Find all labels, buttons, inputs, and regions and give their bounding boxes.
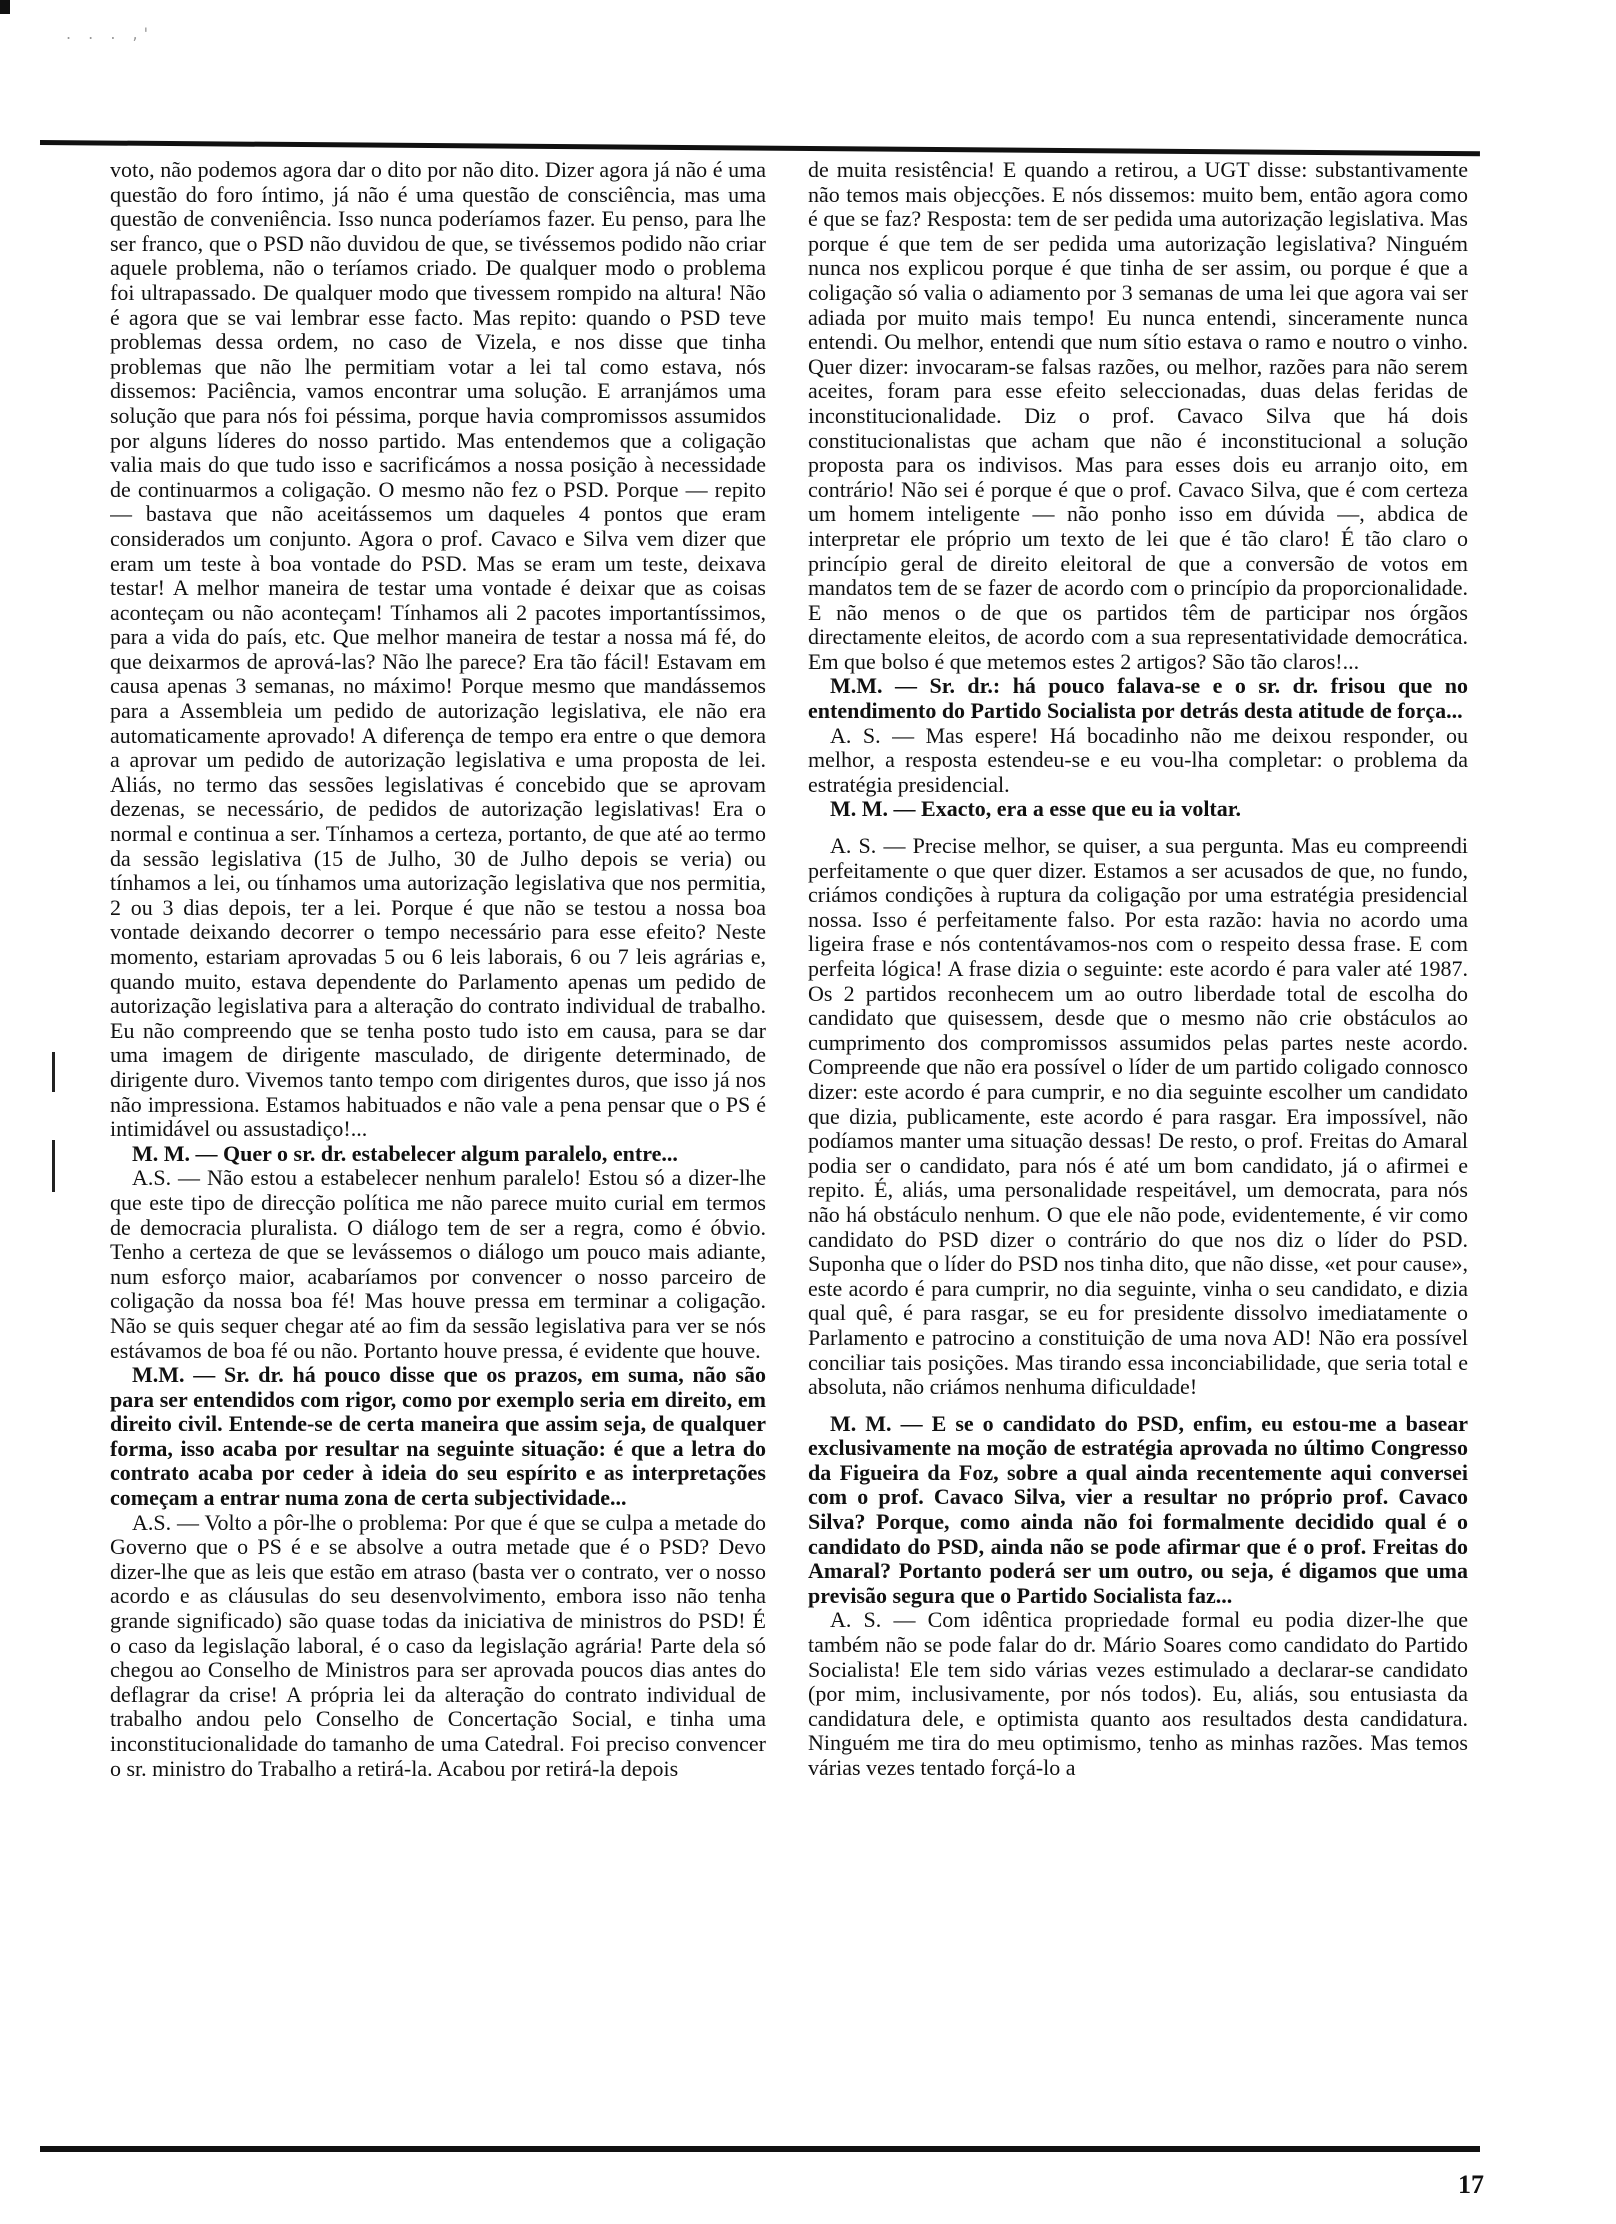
top-rule [40, 140, 1480, 156]
right-answer-3: A. S. — Com idêntica propriedade formal eu podia dizer-lhe que também não se pode falar do dr. Mário Soares como candidato do Partido Socialista! Ele tem sido várias vezes estimulado a declarar-se candidato (por mim, inclusivamente, por nós todos). Eu, aliás, sou entusiasta da candidatura dele, e optimista quanto aos resultados desta candidatura. Ninguém me tira do meu optimismo, tenho as minhas razões. Mas temos várias vezes tentado forçá-lo a [808, 1607, 1468, 1780]
page-number: 17 [1458, 2170, 1484, 2199]
margin-mark-upper [52, 1052, 55, 1092]
right-answer-2: A. S. — Precise melhor, se quiser, a sua pergunta. Mas eu compreendi perfeitamente o que quer dizer. Estamos a ser acusados de que, no fundo, criámos condições à ruptura da coligação por uma estratégia presidencial nossa. Isso é perfeitamente falso. Por esta razão: havia no acordo uma ligeira frase e nós contentávamos-nos com o respeito dessa frase. E com perfeita lógica! A frase dizia o seguinte: este acordo é para valer até 1987. Os 2 partidos reconhecem um ao outro liberdade total de escolha do candidato que quisessem, desde que o mesmo não crie obstáculos ao cumprimento dos compromissos assumidos pelas partes neste acordo. Compreende que não era possível o líder de um partido coligado connosco dizer: este acordo é para cumprir, e no dia seguinte escolher um candidato que dizia, publicamente, este acordo é para rasgar. Era impossível, não podíamos manter uma situação dessas! De resto, o prof. Freitas do Amaral podia ser o candidato, para nós é até um bom candidato, já o afirmei e repito. É, aliás, uma personalidade respeitável, um democrata, para nós não há obstáculo nenhum. O que ele não pode, evidentemente, é vir como candidato do PSD dizer o contrário do que nos diz o líder do PSD. Suponha que o líder do PSD nos tinha dito, que não disse, «et pour cause», este acordo é para cumprir, no dia seguinte, vinha o seu candidato, e dizia qual quê, é para rasgar, se eu for presidente dissolvo imediatamente o Parlamento e patrocino a constituição de uma nova AD! Não era possível conciliar tais posições. Mas tirando essa inconciabilidade, que seria total e absoluta, não criámos nenhuma dificuldade! [808, 833, 1468, 1400]
right-question-1: M.M. — Sr. dr.: há pouco falava-se e o sr. dr. frisou que no entendimento do Partido Socialista por detrás desta atitude de força... [808, 673, 1468, 724]
bottom-rule [40, 2146, 1480, 2152]
left-question-1: M. M. — Quer o sr. dr. estabelecer algum paralelo, entre... [132, 1140, 678, 1166]
right-question-3: M. M. — E se o candidato do PSD, enfim, eu estou-me a basear exclusivamente na moção de estratégia aprovada no último Congresso da Figueira da Foz, sobre a qual ainda recentemente aqui conversei com o prof. Cavaco Silva, vier a resultar no próprio prof. Cavaco Silva? Porque, como ainda não foi formalmente decidido qual é o candidato do PSD, ainda não se pode afirmar que é o prof. Freitas do Amaral? Portanto poderá ser um outro, ou seja, é digamos que uma previsão segura que o Partido Socialista faz... [808, 1410, 1468, 1608]
margin-mark-lower [52, 1140, 55, 1192]
scan-specks: . . . ,' [66, 24, 154, 43]
right-paragraph-1: de muita resistência! E quando a retirou, a UGT disse: substantivamente não temos mais objecções. E nós dissemos: muito bem, então agora como é que se faz? Resposta: tem de ser pedida uma autorização legislativa. Mas porque é que tem de ser pedida uma autorização legislativa? Ninguém nunca nos explicou porque é que tinha de ser assim, ou porque é que a coligação só valia o adiamento por 3 semanas de uma lei que agora vai ser adiada por muito mais tempo! Eu nunca entendi, sinceramente nunca entendi. Ou melhor, entendi que num sítio estava o ramo e noutro o vinho. Quer dizer: invocaram-se falsas razões, ou melhor, razões para não serem aceites, foram para esse efeito seleccionadas, duas delas feridas de inconstitucionalidade. Diz o prof. Cavaco Silva que há dois constitucionalistas que acham que não é inconstitucional a solução proposta para os indivisos. Mas para esses dois eu arranjo oito, em contrário! Não sei é porque é que o prof. Cavaco Silva, que é com certeza um homem inteligente — não ponho isso em dúvida —, abdica de interpretar ele próprio um texto de lei que é tão claro! É tão claro o princípio geral de direito eleitoral de que a conversão de votos em mandatos tem de se fazer de acordo com o princípio da proporcionalidade. E não menos o de que os partidos têm de participar nos órgãos directamente eleitos, de acordo com a sua representatividade democrática. Em que bolso é que metemos estes 2 artigos? São tão claros!... [808, 158, 1468, 674]
left-column [110, 158, 766, 2143]
right-answer-1: A. S. — Mas espere! Há bocadinho não me deixou responder, ou melhor, a resposta estendeu-se e eu vou-lha completar: o problema da estratégia presidencial. [808, 722, 1468, 797]
right-question-2: M. M. — Exacto, era a esse que eu ia voltar. [830, 796, 1242, 822]
right-column [808, 158, 1468, 2143]
left-answer-1: A.S. — Não estou a estabelecer nenhum paralelo! Estou só a dizer-lhe que este tipo de direcção política me não parece muito curial em termos de democracia pluralista. O diálogo tem de ser a regra, como é óbvio. Tenho a certeza de que se levássemos o diálogo um pouco mais adiante, num esforço maior, acabaríamos por convencer o nosso parceiro de coligação da nossa boa fé! Mas houve pressa em terminar a coligação. Não se quis sequer chegar até ao fim da sessão legislativa para ver se nós estávamos de boa fé ou não. Portanto houve pressa, é evidente que houve. [110, 1165, 766, 1363]
left-question-2: M.M. — Sr. dr. há pouco disse que os prazos, em suma, não são para ser entendidos com rigor, como por exemplo seria em direito, em direito civil. Entende-se de certa maneira que assim seja, de qualquer forma, isso acaba por resultar na seguinte situação: é que a letra do contrato acaba por ceder à ideia do seu espírito e as interpretações começam a entrar numa zona de certa subjectividade... [110, 1362, 766, 1511]
left-answer-2: A.S. — Volto a pôr-lhe o problema: Por que é que se culpa a metade do Governo que o PS é e se absolve a outra metade que é o PSD? Devo dizer-lhe que as leis que estão em atraso (basta ver o contrato, ver o nosso acordo e as cláusulas do seu desenvolvimento, embora isso não tenha grande significado) são quase todas da iniciativa de ministros do PSD! É o caso da legislação laboral, é o caso da legislação agrária! Parte dela só chegou ao Conselho de Ministros para ser aprovada poucos dias antes do deflagrar da crise! A própria lei da alteração do contrato individual de trabalho andou pelo Conselho de Concertação Social, e tinha uma inconstitucionalidade do tamanho de uma Catedral. Foi preciso convencer o sr. ministro do Trabalho a retirá-la. Acabou por retirá-la depois [110, 1509, 766, 1781]
scan-corner-mark [0, 0, 10, 14]
left-paragraph-1: voto, não podemos agora dar o dito por não dito. Dizer agora já não é uma questão do foro íntimo, já não é uma questão de consciência, mas uma questão de conveniência. Isso nunca poderíamos fazer. Eu penso, para lhe ser franco, que o PSD não duvidou de que, se tivéssemos podido não criar aquele problema, não o teríamos criado. De qualquer modo o problema foi ultrapassado. De qualquer modo que tivessem rompido na altura! Não é agora que se vai lembrar esse facto. Mas repito: quando o PSD teve problemas dessa ordem, no caso de Vizela, e nos disse que tinha problemas que não lhe permitiam votar a lei tal como estava, nós dissemos: Paciência, vamos encontrar uma solução. E arranjámos uma solução que para nós foi péssima, porque havia compromissos assumidos por alguns líderes do nosso partido. Mas entendemos que a coligação valia mais do que tudo isso e sacrificámos a nossa posição à necessidade de continuarmos a coligação. O mesmo não fez o PSD. Porque — repito — bastava que não aceitássemos um daqueles 4 pontos que eram considerados um conjunto. Agora o prof. Cavaco e Silva vem dizer que eram um teste à boa vontade do PSD. Mas se eram um teste, deixava testar! A melhor maneira de testar uma vontade é deixar que as coisas aconteçam ou não aconteçam! Tínhamos ali 2 pacotes importantíssimos, para a vida do país, etc. Que melhor maneira de testar a nossa má fé, do que deixarmos de aprová-las? Não lhe parece? Era tão fácil! Estavam em causa apenas 3 semanas, no máximo! Porque mesmo que mandássemos para a Assembleia um pedido de autorização legislativa, ele não era automaticamente aprovado! A diferença de tempo era entre o que demora a aprovar um pedido de autorização legislativa e uma proposta de lei. Aliás, no termo das sessões legislativas é concebido que se aprovam dezenas, se necessário, de pedidos de autorização legislativas! Era o normal e continua a ser. Tínhamos a certeza, portanto, de que até ao termo da sessão legislativa (15 de Julho, 30 de Julho depois se veria) ou tínhamos a lei, ou tínhamos uma autorização legislativa que nos permitia, 2 ou 3 dias depois, ter a lei. Porque é que não se testou a nossa boa vontade deixando decorrer o tempo necessário para esse efeito? Neste momento, estariam aprovadas 5 ou 6 leis laborais, 6 ou 7 leis agrárias e, quando muito, estava dependente do Parlamento apenas um pedido de autorização legislativa para a alteração do contrato individual de trabalho. Eu não compreendo que se tenha posto tudo isto em causa, para se dar uma imagem de dirigente masculado, de dirigente determinado, de dirigente duro. Vivemos tanto tempo com dirigentes duros, que isso já nos não impressiona. Estamos habituados e não vale a pena pensar que o PS é intimidável ou assustadiço!... [110, 158, 766, 1142]
